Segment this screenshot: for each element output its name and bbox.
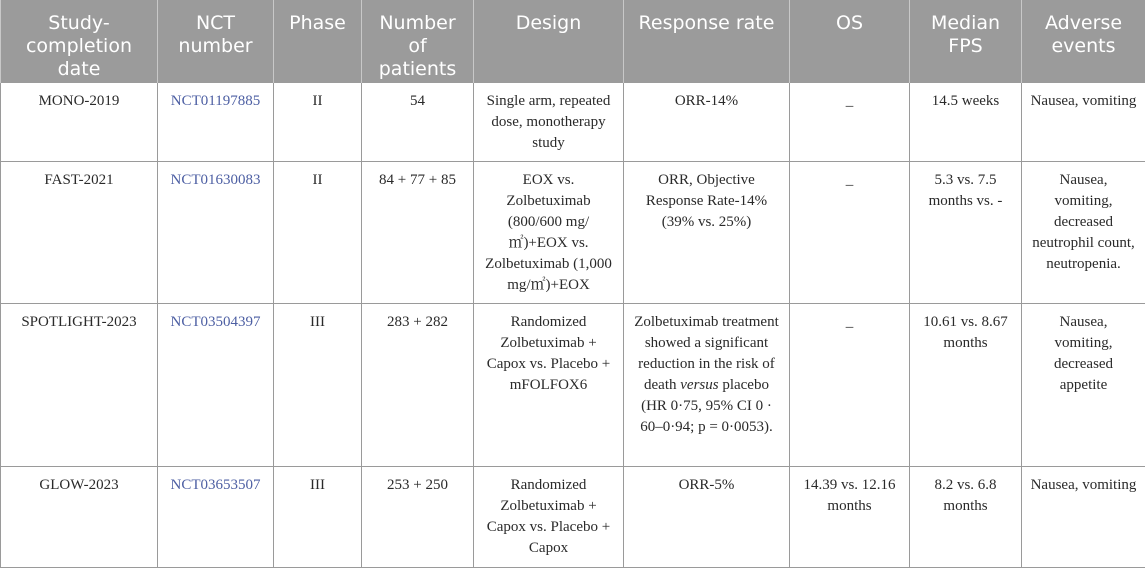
cell-response-rate: ORR-14% <box>624 83 790 161</box>
nct-link[interactable]: NCT03504397 <box>158 303 274 466</box>
table-row <box>1 161 1145 303</box>
cell-patients: 283 + 282 <box>362 303 474 466</box>
header-os: OS <box>790 0 910 83</box>
cell-os: _ <box>790 161 910 303</box>
response-text-pre: Zolbetuximab treatment showed a significant reduction in the risk of death <box>634 313 779 393</box>
response-text-emphasis: versus <box>680 376 719 393</box>
cell-median-fps: 14.5 weeks <box>910 83 1022 161</box>
cell-patients: 84 + 77 + 85 <box>362 161 474 303</box>
cell-median-fps: 5.3 vs. 7.5 months vs. - <box>910 161 1022 303</box>
cell-design: Randomized Zolbetuximab + Capox vs. Placebo + Capox <box>474 466 624 567</box>
cell-design: EOX vs. Zolbetuximab (800/600 mg/㎡)+EOX vs. Zolbetuximab (1,000 mg/㎡)+EOX <box>474 161 624 303</box>
cell-study: SPOTLIGHT-2023 <box>1 303 158 466</box>
cell-adverse-events: Nausea, vomiting <box>1022 466 1145 567</box>
cell-os: _ <box>790 83 910 161</box>
cell-response-rate: ORR-5% <box>624 466 790 567</box>
header-median-fps: Median FPS <box>910 0 1022 83</box>
cell-median-fps: 10.61 vs. 8.67 months <box>910 303 1022 466</box>
nct-link[interactable]: NCT01197885 <box>158 83 274 161</box>
cell-adverse-events: Nausea, vomiting, decreased neutrophil count, neutropenia. <box>1022 161 1145 303</box>
nct-link[interactable]: NCT03653507 <box>158 466 274 567</box>
cell-phase: II <box>274 161 362 303</box>
cell-os: _ <box>790 303 910 466</box>
cell-patients: 54 <box>362 83 474 161</box>
cell-study: MONO-2019 <box>1 83 158 161</box>
cell-study: GLOW-2023 <box>1 466 158 567</box>
cell-study: FAST-2021 <box>1 161 158 303</box>
cell-adverse-events: Nausea, vomiting, decreased appetite <box>1022 303 1145 466</box>
cell-response-rate: ORR, Objective Response Rate-14% (39% vs. 25%) <box>624 161 790 303</box>
cell-phase: II <box>274 83 362 161</box>
cell-phase: III <box>274 466 362 567</box>
header-adverse-events: Adverse events <box>1022 0 1145 83</box>
cell-response-rate <box>624 303 790 466</box>
table-row <box>1 83 1145 161</box>
header-study-completion-date: Study-completion date <box>1 0 158 83</box>
header-phase: Phase <box>274 0 362 83</box>
header-nct-number: NCT number <box>158 0 274 83</box>
table-header <box>1 0 1145 83</box>
response-text-post: placebo (HR 0·75, 95% CI 0 · 60–0·94; p = 0·0053). <box>640 376 773 435</box>
header-row <box>1 0 1145 83</box>
nct-link[interactable]: NCT01630083 <box>158 161 274 303</box>
header-number-of-patients: Number of patients <box>362 0 474 83</box>
cell-design: Randomized Zolbetuximab + Capox vs. Placebo + mFOLFOX6 <box>474 303 624 466</box>
header-design: Design <box>474 0 624 83</box>
cell-os: 14.39 vs. 12.16 months <box>790 466 910 567</box>
cell-adverse-events: Nausea, vomiting <box>1022 83 1145 161</box>
cell-patients: 253 + 250 <box>362 466 474 567</box>
table-row <box>1 303 1145 466</box>
header-response-rate: Response rate <box>624 0 790 83</box>
table-row <box>1 466 1145 567</box>
cell-phase: III <box>274 303 362 466</box>
cell-median-fps: 8.2 vs. 6.8 months <box>910 466 1022 567</box>
table-body <box>1 83 1145 567</box>
cell-design: Single arm, repeated dose, monotherapy study <box>474 83 624 161</box>
